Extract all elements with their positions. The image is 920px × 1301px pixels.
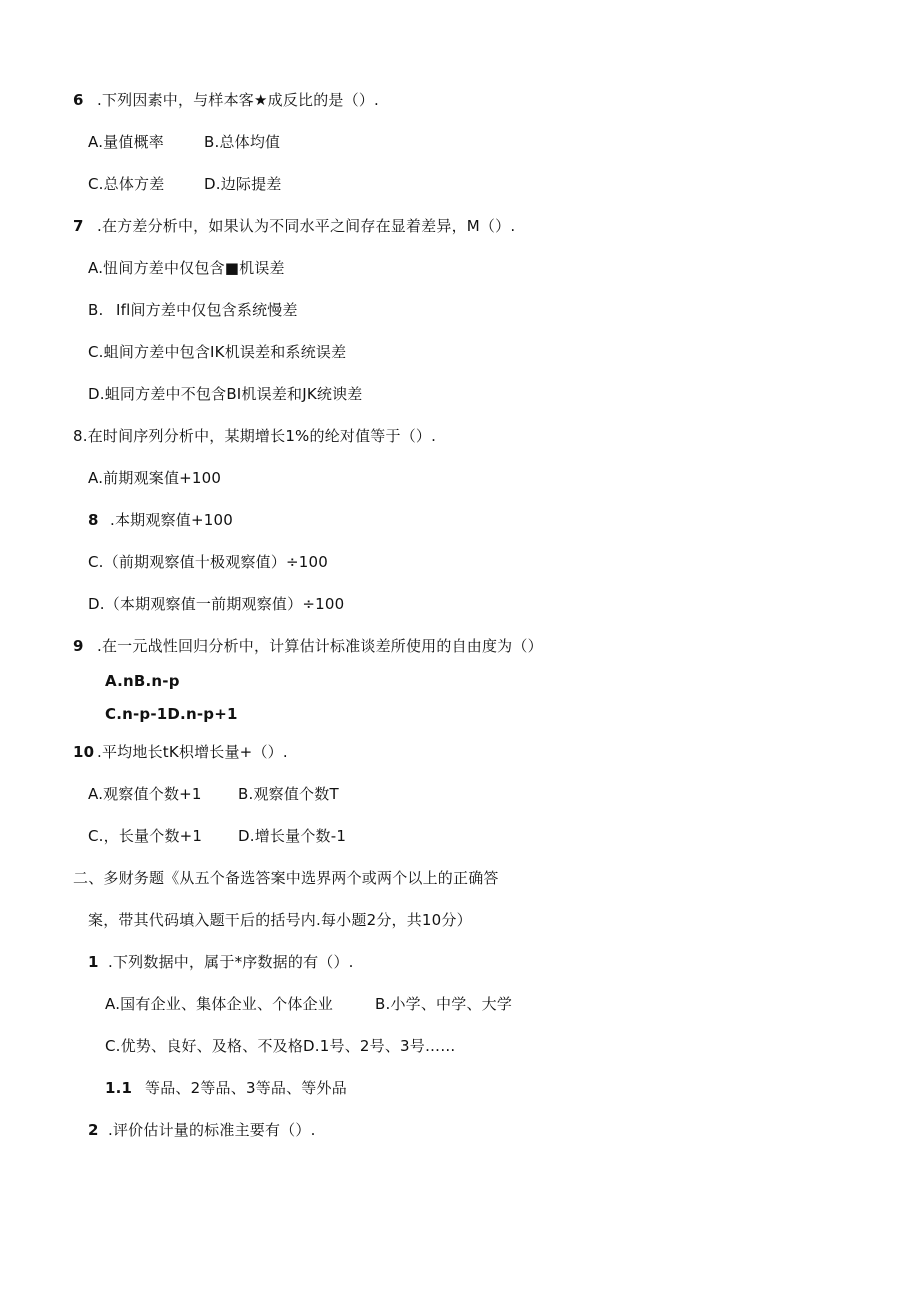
option-text: Ifl间方差中仅包含系统慢差 xyxy=(116,301,298,319)
section-heading xyxy=(73,868,499,888)
options-c-d: C.n-p-1D.n-p+1 xyxy=(105,705,238,723)
question-text: .评价估计量的标准主要有（）. xyxy=(108,1121,316,1139)
option-b: B.小学、中学、大学 xyxy=(375,995,513,1013)
option-a xyxy=(88,258,285,278)
section-heading-line-2: 案，带其代码填入题干后的括号内.每小题2分，共10分） xyxy=(88,911,472,929)
option-row xyxy=(105,704,238,724)
option-a: A.观察值个数+1 xyxy=(88,785,202,803)
section-heading-continued xyxy=(88,910,472,930)
option-a xyxy=(88,468,221,488)
question-text: .平均地长tK枳增长量+（）. xyxy=(97,743,288,761)
option-row xyxy=(88,132,280,152)
option-c xyxy=(88,342,346,362)
question-text: 8.在时间序列分析中，某期增长1%的纶对值等于（）. xyxy=(73,427,437,445)
option-c: C.，长量个数+1 xyxy=(88,827,203,845)
option-text: A.忸间方差中仅包含■机误差 xyxy=(88,259,285,277)
option-text: A.前期观案值+100 xyxy=(88,469,222,487)
question-7 xyxy=(73,216,515,236)
option-text: C.（前期观察值十极观察值）÷100 xyxy=(88,553,329,571)
question-8 xyxy=(73,426,436,446)
question-text: .在一元战性回归分析中，计算估计标准谈差所使用的自由度为（） xyxy=(97,637,543,655)
option-b xyxy=(88,300,298,320)
option-text: C.蛆间方差中包含IK机误差和系统误差 xyxy=(88,343,347,361)
options-a-b: A.nB.n-p xyxy=(105,672,180,690)
multi-question-2 xyxy=(88,1120,316,1140)
question-text: .下列因素中，与样本客★成反比的是（）. xyxy=(97,91,379,109)
option-row xyxy=(105,1036,455,1056)
option-row xyxy=(88,826,346,846)
question-number: 10 xyxy=(73,743,95,761)
option-row xyxy=(105,994,512,1014)
option-b: B.观察值个数T xyxy=(238,785,339,803)
question-9 xyxy=(73,636,543,656)
question-number: 9 xyxy=(73,637,84,655)
option-number: 1.1 xyxy=(105,1079,133,1097)
option-text: D.蛆同方差中不包含BI机误差和JK统谀差 xyxy=(88,385,363,403)
option-d: D.增长量个数-1 xyxy=(238,827,347,845)
option-c: C.总体方差 xyxy=(88,175,165,193)
question-number: 7 xyxy=(73,217,84,235)
option-text: .本期观察值+100 xyxy=(110,511,233,529)
option-number: 8 xyxy=(88,511,99,529)
multi-question-1 xyxy=(88,952,354,972)
question-number: 1 xyxy=(88,953,99,971)
options-c-d: C.优势、良好、及格、不及格D.1号、2号、3号…… xyxy=(105,1037,456,1055)
option-a: A.国有企业、集体企业、个体企业 xyxy=(105,995,333,1013)
section-heading-line-1: 二、多财务题《从五个备选答案中选界两个或两个以上的正确答 xyxy=(73,869,499,887)
option-c xyxy=(88,552,328,572)
question-6 xyxy=(73,90,379,110)
option-a: A.量值概率 xyxy=(88,133,164,151)
question-text: .下列数据中，属于*序数据的有（）. xyxy=(108,953,354,971)
option-b xyxy=(88,510,233,530)
option-d xyxy=(88,594,344,614)
option-label: B. xyxy=(88,301,104,319)
question-number: 2 xyxy=(88,1121,99,1139)
option-e xyxy=(105,1078,347,1098)
question-number: 6 xyxy=(73,91,84,109)
option-d xyxy=(88,384,363,404)
option-row xyxy=(105,671,180,691)
option-d: D.边际提差 xyxy=(204,175,282,193)
option-text: 等品、2等品、3等品、等外品 xyxy=(145,1079,347,1097)
option-text: D.（本期观察值一前期观察值）÷100 xyxy=(88,595,345,613)
option-row xyxy=(88,784,339,804)
question-10 xyxy=(73,742,288,762)
option-b: B.总体均值 xyxy=(204,133,281,151)
option-row xyxy=(88,174,282,194)
question-text: .在方差分析中，如果认为不同水平之间存在显着差异，M（）. xyxy=(97,217,516,235)
